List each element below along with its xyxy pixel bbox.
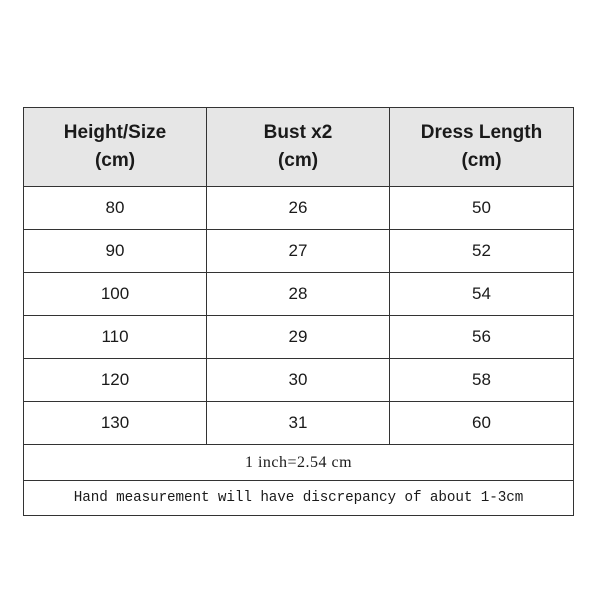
height-cell: 80 — [24, 187, 207, 230]
length-cell: 58 — [390, 359, 574, 402]
bust-cell: 29 — [207, 316, 390, 359]
header-height-size-label: Height/Size — [63, 122, 167, 143]
table-row — [24, 187, 574, 230]
table-row — [24, 402, 574, 445]
height-cell: 100 — [24, 273, 207, 316]
bust-cell: 27 — [207, 230, 390, 273]
size-chart-table — [23, 107, 574, 516]
table-row — [24, 316, 574, 359]
height-cell: 90 — [24, 230, 207, 273]
header-dress-length-unit: (cm) — [461, 150, 502, 171]
bust-cell: 31 — [207, 402, 390, 445]
header-bust-label: Bust x2 — [263, 122, 333, 143]
table-row — [24, 230, 574, 273]
header-bust-unit: (cm) — [277, 150, 319, 171]
header-dress-length — [390, 108, 574, 187]
header-height-size-unit: (cm) — [94, 150, 136, 171]
bust-cell: 26 — [207, 187, 390, 230]
length-cell: 50 — [390, 187, 574, 230]
conversion-note: 1 inch=2.54 cm — [24, 445, 574, 481]
table-row — [24, 273, 574, 316]
height-cell: 120 — [24, 359, 207, 402]
height-cell: 110 — [24, 316, 207, 359]
length-cell: 52 — [390, 230, 574, 273]
header-row — [24, 108, 574, 187]
bust-cell: 28 — [207, 273, 390, 316]
bust-cell: 30 — [207, 359, 390, 402]
discrepancy-note-row — [24, 481, 574, 516]
header-bust — [207, 108, 390, 187]
header-height-size — [24, 108, 207, 187]
length-cell: 60 — [390, 402, 574, 445]
conversion-note-row — [24, 445, 574, 481]
header-dress-length-label: Dress Length — [420, 122, 543, 143]
discrepancy-note: Hand measurement will have discrepancy of about 1-3cm — [24, 481, 574, 516]
height-cell: 130 — [24, 402, 207, 445]
length-cell: 54 — [390, 273, 574, 316]
table-row — [24, 359, 574, 402]
length-cell: 56 — [390, 316, 574, 359]
